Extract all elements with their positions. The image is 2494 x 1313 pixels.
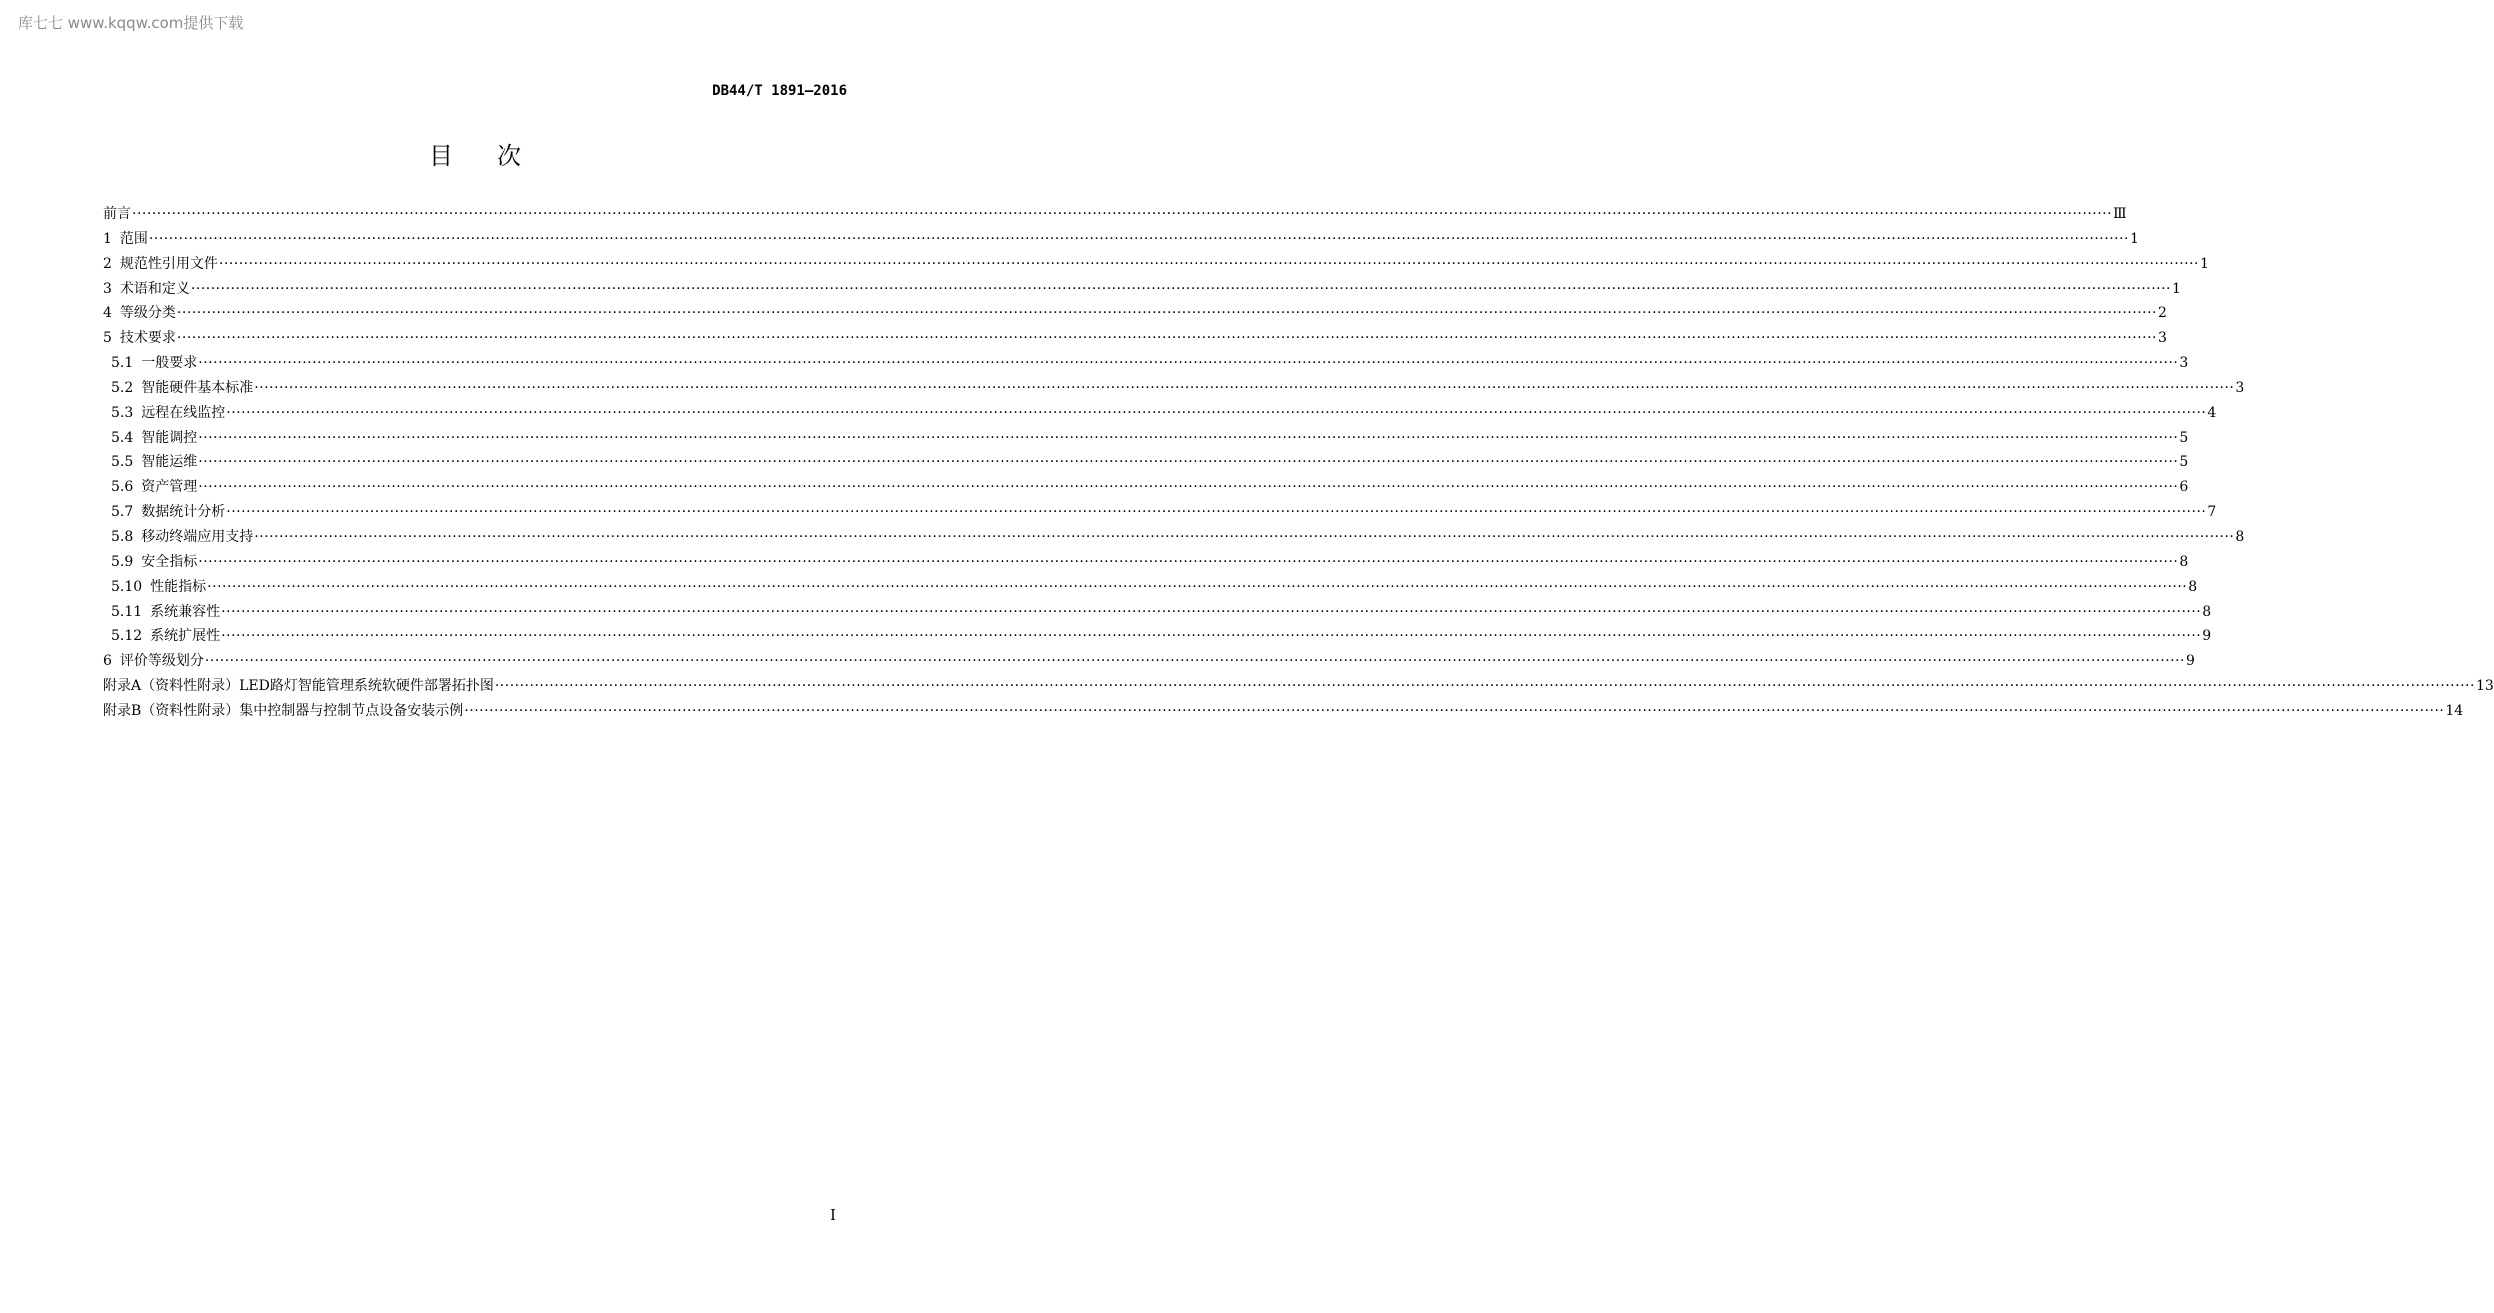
toc-entry[interactable] [103,326,2167,351]
dot-leader: ················································································································································································································································································································································································································ [221,628,2202,645]
toc-entry-page: 14 [2445,702,2464,719]
toc-entry-number: 5.1 [111,355,134,372]
dot-leader: ················································································································································································································································································································································································································ [494,678,2475,695]
dot-leader: ················································································································································································································································································································································································································ [176,330,2157,347]
toc-entry-number: 2 [103,255,112,272]
toc-entry-text: 安全指标 [141,553,198,570]
toc-entry-label [111,475,197,500]
toc-entry-number: 5.7 [111,504,134,521]
toc-entry-number: 5.11 [111,603,143,620]
page-number: I [830,1206,836,1224]
toc-entry-text: 规范性引用文件 [119,255,218,272]
toc-entry-page: 5 [2179,429,2189,446]
standard-code: DB44/T 1891—2016 [712,83,847,99]
toc-entry-text: 等级分类 [119,305,176,322]
dot-leader: ················································································································································································································································································································································································································ [254,379,2235,396]
toc-entry-page: 9 [2202,628,2212,645]
toc-entry-page: Ⅲ [2113,206,2127,222]
dot-leader: ················································································································································································································································································································································································································ [176,305,2157,322]
toc-entry-text: 一般要求 [141,355,198,372]
watermark-text: 库七七 www.kqqw.com提供下载 [18,14,244,32]
dot-leader: ················································································································································································································································································································································································································ [148,230,2129,247]
toc-entry-number: 1 [103,230,112,247]
toc-entry[interactable] [103,401,2217,426]
toc-entry-page: 7 [2207,504,2217,521]
toc-entry[interactable] [103,600,2212,625]
toc-entry-number: 5.9 [111,553,134,570]
toc-entry-text: 资产管理 [141,479,198,496]
toc-entry-label [103,227,148,252]
toc-entry-label [103,699,463,724]
toc-entry-number: 5.6 [111,479,134,496]
toc-entry-number: 5.3 [111,404,134,421]
toc-entry-label [103,674,494,699]
toc-entry-text: 数据统计分析 [141,504,226,521]
title-char-1: 目 [429,142,453,170]
toc-entry-page: 8 [2179,553,2189,570]
toc-entry-page: 1 [2130,230,2139,247]
toc-entry[interactable] [103,500,2217,525]
toc-entry-number: 3 [103,280,112,297]
toc-entry-text: 术语和定义 [119,280,190,297]
toc-entry-text: 智能运维 [141,454,198,471]
toc-entry-label [111,351,197,376]
toc-entry-page: 8 [2202,603,2212,620]
toc-entry[interactable] [103,674,2494,699]
toc-entry-page: 2 [2158,305,2167,322]
toc-entry[interactable] [103,475,2189,500]
toc-entry[interactable] [103,450,2189,475]
toc-entry-label [103,277,190,302]
dot-leader: ················································································································································································································································································································································································································ [207,578,2188,595]
toc-entry[interactable] [103,649,2195,674]
toc-entry[interactable] [103,376,2245,401]
dot-leader: ················································································································································································································································································································································································································ [190,280,2171,297]
dot-leader: ················································································································································································································································································································································································································ [254,528,2235,545]
page-title [0,136,950,171]
toc-entry[interactable] [103,699,2464,724]
toc-entry[interactable] [103,227,2139,252]
dot-leader: ················································································································································································································································································································································································································ [204,653,2185,670]
toc-entry-label [111,575,206,600]
toc-entry-page: 3 [2179,355,2189,372]
toc-entry-label [103,252,218,277]
toc-entry-label [111,525,253,550]
toc-entry-page: 9 [2186,653,2195,670]
toc-entry-number: 5.8 [111,528,134,545]
dot-leader: ················································································································································································································································································································································································································ [198,553,2179,570]
toc-entry-page: 8 [2188,578,2198,595]
toc-entry-label [111,550,197,575]
toc-entry-text: 智能硬件基本标准 [141,379,254,396]
toc-entry-number: 5 [103,330,112,347]
toc-entry-page: 6 [2179,479,2189,496]
toc-entry-number: 5.12 [111,628,143,645]
toc-entry[interactable] [103,277,2181,302]
toc-entry-label [111,450,197,475]
toc-entry-number: 5.10 [111,578,143,595]
title-char-2: 次 [497,142,521,170]
toc-entry-label [111,401,225,426]
toc-entry[interactable] [103,624,2212,649]
toc-entry-text: 前言 [103,206,131,222]
toc-entry-page: 8 [2235,528,2245,545]
toc-entry-label [111,426,197,451]
dot-leader: ················································································································································································································································································································································································································ [198,479,2179,496]
toc-entry-text: 评价等级划分 [119,653,204,670]
toc-entry-label [103,326,176,351]
toc-entry-number: 5.4 [111,429,134,446]
toc-entry-page: 4 [2207,404,2217,421]
toc-entry-page: 3 [2235,379,2245,396]
dot-leader: ················································································································································································································································································································································································································ [198,454,2179,471]
toc-entry-label [111,376,253,401]
toc-entry-text: 附录A（资料性附录）LED路灯智能管理系统软硬件部署拓扑图 [103,678,494,695]
toc-entry[interactable] [103,202,2127,227]
toc-entry-label [103,649,204,674]
toc-entry-text: 移动终端应用支持 [141,528,254,545]
toc-entry-number: 4 [103,305,112,322]
toc-entry[interactable] [103,575,2198,600]
toc-entry-number: 5.2 [111,379,134,396]
toc-entry-text: 系统兼容性 [150,603,221,620]
dot-leader: ················································································································································································································································································································································································································ [226,404,2207,421]
toc-entry-page: 3 [2158,330,2167,347]
dot-leader: ················································································································································································································································································································································································································ [221,603,2202,620]
toc-entry-number: 5.5 [111,454,134,471]
toc-entry-text: 附录B（资料性附录）集中控制器与控制节点设备安装示例 [103,702,464,719]
toc-entry[interactable] [103,426,2189,451]
toc-entry[interactable] [103,252,2209,277]
toc-entry-page: 5 [2179,454,2189,471]
toc-entry-text: 系统扩展性 [150,628,221,645]
toc-entry-page: 1 [2172,280,2181,297]
dot-leader: ················································································································································································································································································································································································································ [198,429,2179,446]
dot-leader: ················································································································································································································································································································································································································ [226,504,2207,521]
toc-entry-label [111,600,220,625]
toc-entry-text: 技术要求 [119,330,176,347]
toc-entry-text: 远程在线监控 [141,404,226,421]
toc-entry-page: 13 [2475,678,2494,695]
toc-entry-text: 智能调控 [141,429,198,446]
toc-entry-label [111,624,220,649]
toc-entry-page: 1 [2200,255,2209,272]
table-of-contents [103,202,2494,724]
toc-entry[interactable] [103,550,2189,575]
toc-entry-label [103,301,176,326]
dot-leader: ················································································································································································································································································································································································································ [464,702,2445,719]
dot-leader: ················································································································································································································································································································································································································ [218,255,2199,272]
toc-entry[interactable] [103,351,2189,376]
toc-entry-text: 范围 [119,230,148,247]
toc-entry-label [103,202,131,227]
toc-entry-text: 性能指标 [150,578,207,595]
dot-leader: ················································································································································································································································································································································································································ [132,206,2113,222]
toc-entry-label [111,500,225,525]
toc-entry[interactable] [103,525,2245,550]
dot-leader: ················································································································································································································································································································································································································ [198,355,2179,372]
toc-entry[interactable] [103,301,2167,326]
toc-entry-number: 6 [103,653,112,670]
